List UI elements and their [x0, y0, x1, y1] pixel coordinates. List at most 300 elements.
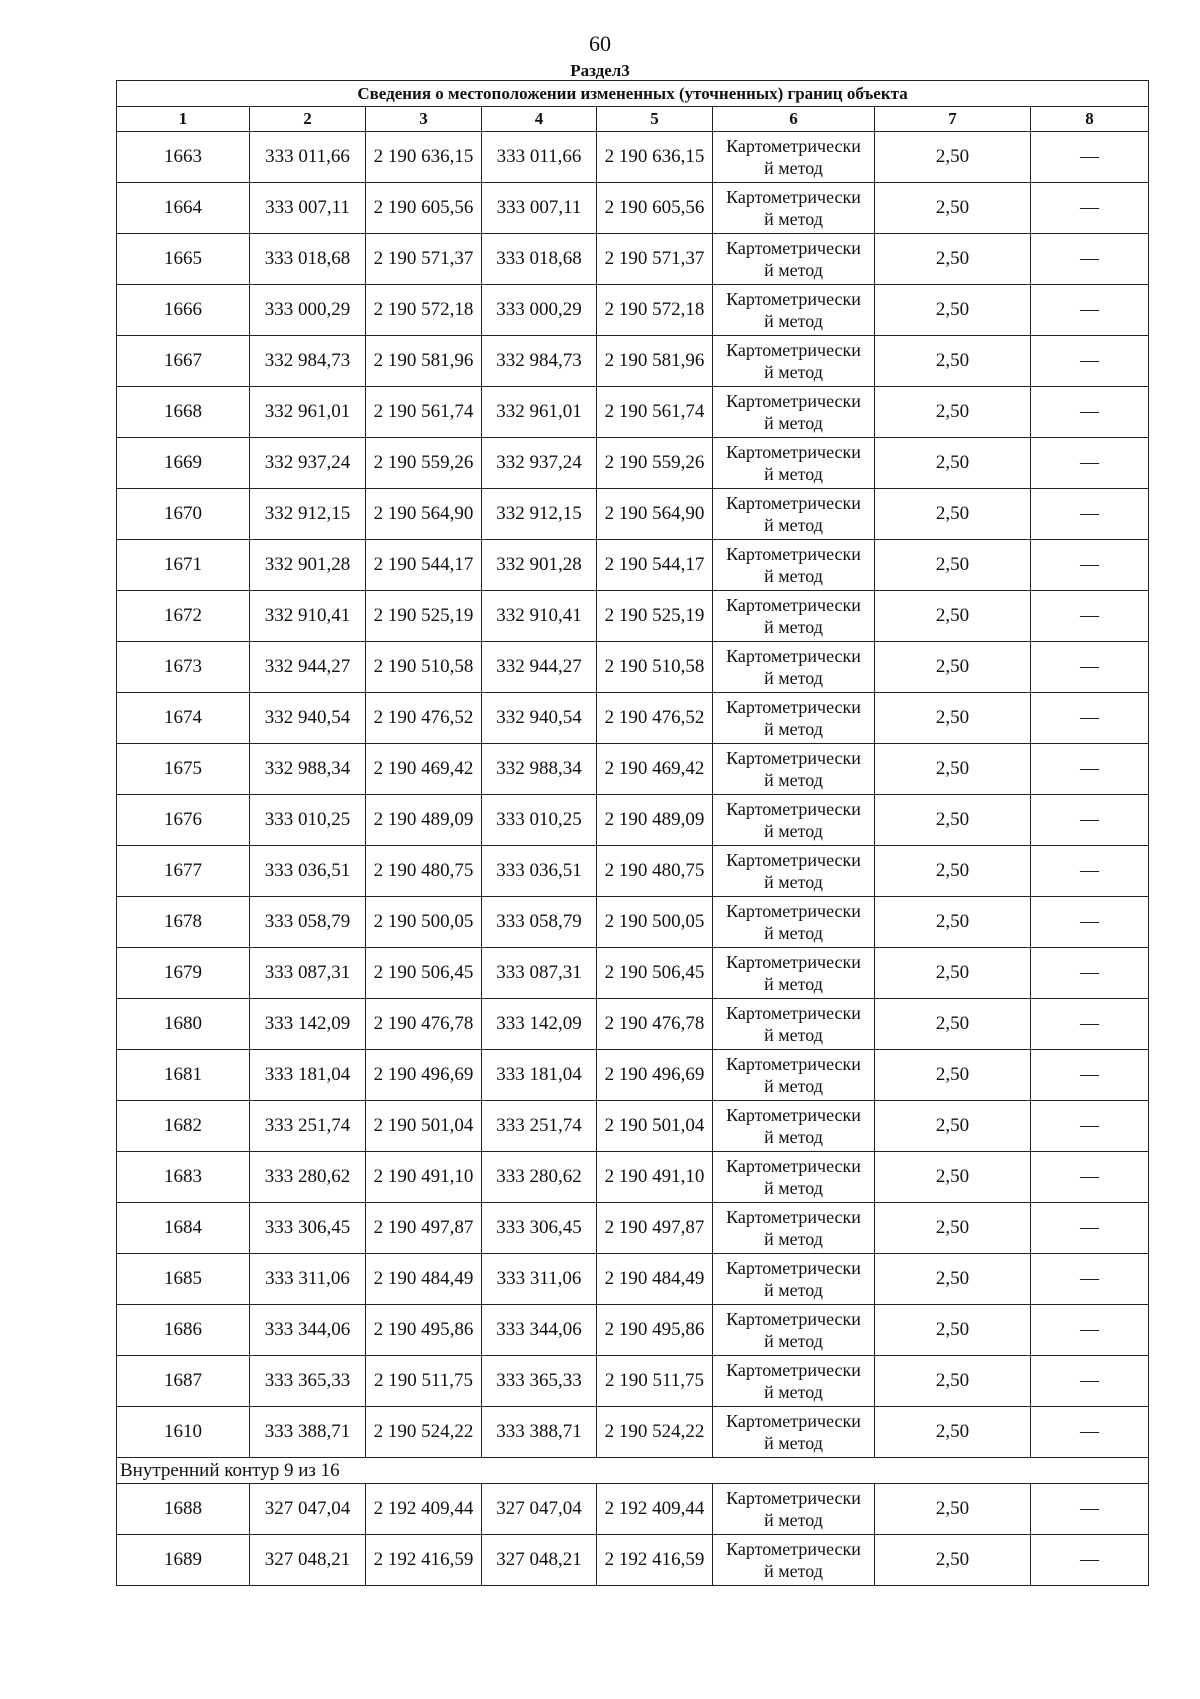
description-cell: —: [1031, 1356, 1149, 1407]
x-old-cell: 332 901,28: [250, 540, 366, 591]
y-new-cell: 2 190 497,87: [597, 1203, 713, 1254]
description-cell: —: [1031, 1152, 1149, 1203]
accuracy-cell: 2,50: [875, 234, 1031, 285]
table-row: [117, 642, 1149, 693]
description-cell: —: [1031, 1050, 1149, 1101]
y-old-cell: 2 190 524,22: [366, 1407, 482, 1458]
method-text-line1: Картометрически: [726, 1539, 861, 1559]
table-row: [117, 336, 1149, 387]
method-text-line2: й метод: [764, 1178, 823, 1198]
y-new-cell: 2 190 476,78: [597, 999, 713, 1050]
method-text-line1: Картометрически: [726, 1207, 861, 1227]
y-old-cell: 2 190 605,56: [366, 183, 482, 234]
description-cell: —: [1031, 999, 1149, 1050]
description-cell: —: [1031, 1484, 1149, 1535]
accuracy-cell: 2,50: [875, 387, 1031, 438]
accuracy-cell: 2,50: [875, 1484, 1031, 1535]
method-text-line1: Картометрически: [726, 1258, 861, 1278]
method-text-line2: й метод: [764, 1561, 823, 1581]
method-text-line1: Картометрически: [726, 646, 861, 666]
method-cell: [713, 642, 875, 693]
table-row: [117, 591, 1149, 642]
method-text-line1: Картометрически: [726, 340, 861, 360]
y-old-cell: 2 190 525,19: [366, 591, 482, 642]
y-old-cell: 2 190 484,49: [366, 1254, 482, 1305]
method-cell: [713, 1152, 875, 1203]
x-new-cell: 333 388,71: [482, 1407, 597, 1458]
point-number-cell: 1688: [117, 1484, 250, 1535]
y-new-cell: 2 190 506,45: [597, 948, 713, 999]
y-old-cell: 2 192 416,59: [366, 1535, 482, 1586]
x-old-cell: 333 036,51: [250, 846, 366, 897]
x-old-cell: 332 988,34: [250, 744, 366, 795]
accuracy-cell: 2,50: [875, 1254, 1031, 1305]
x-new-cell: 332 984,73: [482, 336, 597, 387]
y-old-cell: 2 190 506,45: [366, 948, 482, 999]
method-text-line1: Картометрически: [726, 748, 861, 768]
accuracy-cell: 2,50: [875, 336, 1031, 387]
method-cell: [713, 693, 875, 744]
point-number-cell: 1684: [117, 1203, 250, 1254]
x-new-cell: 332 901,28: [482, 540, 597, 591]
y-new-cell: 2 190 484,49: [597, 1254, 713, 1305]
method-text-line1: Картометрически: [726, 1488, 861, 1508]
section-label: Раздел3: [570, 61, 630, 80]
x-old-cell: 333 000,29: [250, 285, 366, 336]
y-old-cell: 2 190 476,52: [366, 693, 482, 744]
x-old-cell: 333 010,25: [250, 795, 366, 846]
accuracy-cell: 2,50: [875, 1305, 1031, 1356]
y-new-cell: 2 190 571,37: [597, 234, 713, 285]
description-cell: —: [1031, 1407, 1149, 1458]
table-row: [117, 846, 1149, 897]
accuracy-cell: 2,50: [875, 846, 1031, 897]
method-cell: [713, 1535, 875, 1586]
accuracy-cell: 2,50: [875, 1101, 1031, 1152]
y-old-cell: 2 190 500,05: [366, 897, 482, 948]
accuracy-cell: 2,50: [875, 591, 1031, 642]
point-number-cell: 1610: [117, 1407, 250, 1458]
column-number: 4: [482, 107, 597, 132]
x-new-cell: 332 988,34: [482, 744, 597, 795]
table-row: [117, 1305, 1149, 1356]
method-text-line2: й метод: [764, 974, 823, 994]
y-new-cell: 2 190 561,74: [597, 387, 713, 438]
accuracy-cell: 2,50: [875, 540, 1031, 591]
x-old-cell: 333 007,11: [250, 183, 366, 234]
accuracy-cell: 2,50: [875, 1050, 1031, 1101]
method-text-line1: Картометрически: [726, 952, 861, 972]
method-text-line1: Картометрически: [726, 289, 861, 309]
y-new-cell: 2 190 496,69: [597, 1050, 713, 1101]
method-text-line1: Картометрически: [726, 391, 861, 411]
description-cell: —: [1031, 336, 1149, 387]
method-cell: [713, 999, 875, 1050]
method-text-line1: Картометрически: [726, 901, 861, 921]
description-cell: —: [1031, 285, 1149, 336]
method-text-line1: Картометрически: [726, 1309, 861, 1329]
table-row: [117, 183, 1149, 234]
point-number-cell: 1665: [117, 234, 250, 285]
x-new-cell: 333 280,62: [482, 1152, 597, 1203]
point-number-cell: 1676: [117, 795, 250, 846]
method-cell: [713, 744, 875, 795]
description-cell: —: [1031, 489, 1149, 540]
y-new-cell: 2 190 501,04: [597, 1101, 713, 1152]
x-new-cell: 333 058,79: [482, 897, 597, 948]
point-number-cell: 1682: [117, 1101, 250, 1152]
method-text-line1: Картометрически: [726, 1054, 861, 1074]
x-old-cell: 332 940,54: [250, 693, 366, 744]
y-new-cell: 2 190 525,19: [597, 591, 713, 642]
x-new-cell: 333 000,29: [482, 285, 597, 336]
y-new-cell: 2 190 480,75: [597, 846, 713, 897]
method-text-line2: й метод: [764, 1127, 823, 1147]
x-new-cell: 327 047,04: [482, 1484, 597, 1535]
point-number-cell: 1678: [117, 897, 250, 948]
point-number-cell: 1681: [117, 1050, 250, 1101]
column-number-row: [117, 107, 1149, 132]
y-old-cell: 2 190 497,87: [366, 1203, 482, 1254]
method-cell: [713, 438, 875, 489]
method-text-line2: й метод: [764, 566, 823, 586]
method-text-line2: й метод: [764, 668, 823, 688]
table-row: [117, 1254, 1149, 1305]
point-number-cell: 1685: [117, 1254, 250, 1305]
y-new-cell: 2 190 510,58: [597, 642, 713, 693]
method-text-line1: Картометрически: [726, 595, 861, 615]
y-new-cell: 2 192 416,59: [597, 1535, 713, 1586]
point-number-cell: 1677: [117, 846, 250, 897]
accuracy-cell: 2,50: [875, 999, 1031, 1050]
method-text-line1: Картометрически: [726, 136, 861, 156]
description-cell: —: [1031, 438, 1149, 489]
method-text-line2: й метод: [764, 311, 823, 331]
table-row: [117, 1101, 1149, 1152]
accuracy-cell: 2,50: [875, 948, 1031, 999]
table-body-inner-contour: [117, 1484, 1149, 1586]
accuracy-cell: 2,50: [875, 693, 1031, 744]
table-row: [117, 1152, 1149, 1203]
method-text-line2: й метод: [764, 1280, 823, 1300]
description-cell: —: [1031, 846, 1149, 897]
table-row: [117, 897, 1149, 948]
method-cell: [713, 285, 875, 336]
y-new-cell: 2 190 605,56: [597, 183, 713, 234]
accuracy-cell: 2,50: [875, 897, 1031, 948]
table-row: [117, 693, 1149, 744]
method-text-line2: й метод: [764, 617, 823, 637]
x-old-cell: 333 251,74: [250, 1101, 366, 1152]
description-cell: —: [1031, 1254, 1149, 1305]
method-text-line1: Картометрически: [726, 1156, 861, 1176]
x-new-cell: 332 940,54: [482, 693, 597, 744]
method-cell: [713, 234, 875, 285]
x-old-cell: 333 011,66: [250, 132, 366, 183]
description-cell: —: [1031, 387, 1149, 438]
x-old-cell: 332 961,01: [250, 387, 366, 438]
x-old-cell: 333 388,71: [250, 1407, 366, 1458]
y-old-cell: 2 190 510,58: [366, 642, 482, 693]
y-new-cell: 2 190 500,05: [597, 897, 713, 948]
method-text-line2: й метод: [764, 1510, 823, 1530]
method-cell: [713, 948, 875, 999]
y-old-cell: 2 190 581,96: [366, 336, 482, 387]
method-cell: [713, 1101, 875, 1152]
point-number-cell: 1679: [117, 948, 250, 999]
method-text-line2: й метод: [764, 1331, 823, 1351]
table-row: [117, 1050, 1149, 1101]
point-number-cell: 1671: [117, 540, 250, 591]
description-cell: —: [1031, 234, 1149, 285]
method-cell: [713, 183, 875, 234]
x-new-cell: 333 181,04: [482, 1050, 597, 1101]
x-new-cell: 332 961,01: [482, 387, 597, 438]
method-text-line1: Картометрически: [726, 697, 861, 717]
method-cell: [713, 1484, 875, 1535]
point-number-cell: 1687: [117, 1356, 250, 1407]
method-text-line2: й метод: [764, 1433, 823, 1453]
method-cell: [713, 387, 875, 438]
table-row: [117, 999, 1149, 1050]
point-number-cell: 1674: [117, 693, 250, 744]
y-new-cell: 2 190 572,18: [597, 285, 713, 336]
y-old-cell: 2 190 544,17: [366, 540, 482, 591]
description-cell: —: [1031, 183, 1149, 234]
x-new-cell: 332 937,24: [482, 438, 597, 489]
method-text-line2: й метод: [764, 1382, 823, 1402]
x-new-cell: 333 007,11: [482, 183, 597, 234]
description-cell: —: [1031, 693, 1149, 744]
x-old-cell: 332 944,27: [250, 642, 366, 693]
y-old-cell: 2 190 476,78: [366, 999, 482, 1050]
point-number-cell: 1673: [117, 642, 250, 693]
accuracy-cell: 2,50: [875, 1203, 1031, 1254]
method-cell: [713, 897, 875, 948]
description-cell: —: [1031, 948, 1149, 999]
method-text-line1: Картометрически: [726, 187, 861, 207]
x-new-cell: 333 251,74: [482, 1101, 597, 1152]
method-text-line1: Картометрически: [726, 1003, 861, 1023]
table-row: [117, 744, 1149, 795]
x-new-cell: 327 048,21: [482, 1535, 597, 1586]
point-number-cell: 1689: [117, 1535, 250, 1586]
x-new-cell: 332 910,41: [482, 591, 597, 642]
column-number: 5: [597, 107, 713, 132]
method-text-line2: й метод: [764, 362, 823, 382]
method-cell: [713, 336, 875, 387]
method-text-line1: Картометрически: [726, 1360, 861, 1380]
table-row: [117, 540, 1149, 591]
method-cell: [713, 591, 875, 642]
table-row: [117, 1484, 1149, 1535]
method-text-line1: Картометрически: [726, 238, 861, 258]
table-body-main-contour: [117, 132, 1149, 1458]
table-row: [117, 387, 1149, 438]
x-new-cell: 332 944,27: [482, 642, 597, 693]
column-number: 8: [1031, 107, 1149, 132]
y-new-cell: 2 190 469,42: [597, 744, 713, 795]
table-row: [117, 234, 1149, 285]
y-new-cell: 2 190 524,22: [597, 1407, 713, 1458]
method-cell: [713, 132, 875, 183]
table-row: [117, 948, 1149, 999]
y-old-cell: 2 190 572,18: [366, 285, 482, 336]
x-old-cell: 332 912,15: [250, 489, 366, 540]
boundary-coordinates-table: [116, 80, 1149, 1586]
y-new-cell: 2 190 491,10: [597, 1152, 713, 1203]
y-new-cell: 2 190 511,75: [597, 1356, 713, 1407]
accuracy-cell: 2,50: [875, 438, 1031, 489]
method-text-line2: й метод: [764, 209, 823, 229]
x-new-cell: 333 344,06: [482, 1305, 597, 1356]
y-old-cell: 2 190 636,15: [366, 132, 482, 183]
y-old-cell: 2 192 409,44: [366, 1484, 482, 1535]
method-text-line2: й метод: [764, 821, 823, 841]
point-number-cell: 1672: [117, 591, 250, 642]
method-cell: [713, 846, 875, 897]
y-new-cell: 2 190 476,52: [597, 693, 713, 744]
x-old-cell: 332 937,24: [250, 438, 366, 489]
table-caption-row: [117, 81, 1149, 107]
y-old-cell: 2 190 501,04: [366, 1101, 482, 1152]
y-old-cell: 2 190 511,75: [366, 1356, 482, 1407]
method-text-line2: й метод: [764, 1025, 823, 1045]
table-row: [117, 132, 1149, 183]
x-old-cell: 332 910,41: [250, 591, 366, 642]
x-old-cell: 333 306,45: [250, 1203, 366, 1254]
point-number-cell: 1675: [117, 744, 250, 795]
x-old-cell: 333 058,79: [250, 897, 366, 948]
point-number-cell: 1663: [117, 132, 250, 183]
accuracy-cell: 2,50: [875, 795, 1031, 846]
y-new-cell: 2 190 636,15: [597, 132, 713, 183]
x-new-cell: 333 306,45: [482, 1203, 597, 1254]
table-row: [117, 438, 1149, 489]
method-text-line1: Картометрически: [726, 544, 861, 564]
method-cell: [713, 1305, 875, 1356]
x-new-cell: 333 011,66: [482, 132, 597, 183]
y-old-cell: 2 190 469,42: [366, 744, 482, 795]
description-cell: —: [1031, 540, 1149, 591]
method-text-line1: Картометрически: [726, 1105, 861, 1125]
point-number-cell: 1666: [117, 285, 250, 336]
y-old-cell: 2 190 559,26: [366, 438, 482, 489]
column-number: 6: [713, 107, 875, 132]
method-text-line1: Картометрически: [726, 799, 861, 819]
accuracy-cell: 2,50: [875, 1407, 1031, 1458]
y-old-cell: 2 190 480,75: [366, 846, 482, 897]
x-new-cell: 333 311,06: [482, 1254, 597, 1305]
accuracy-cell: 2,50: [875, 1356, 1031, 1407]
table-row: [117, 1407, 1149, 1458]
accuracy-cell: 2,50: [875, 489, 1031, 540]
description-cell: —: [1031, 1203, 1149, 1254]
point-number-cell: 1669: [117, 438, 250, 489]
method-text-line2: й метод: [764, 770, 823, 790]
method-cell: [713, 489, 875, 540]
table-row: [117, 1203, 1149, 1254]
x-old-cell: 333 142,09: [250, 999, 366, 1050]
method-text-line2: й метод: [764, 1229, 823, 1249]
table-row: [117, 1356, 1149, 1407]
x-old-cell: 333 280,62: [250, 1152, 366, 1203]
description-cell: —: [1031, 1305, 1149, 1356]
description-cell: —: [1031, 1101, 1149, 1152]
x-new-cell: 332 912,15: [482, 489, 597, 540]
accuracy-cell: 2,50: [875, 132, 1031, 183]
x-new-cell: 333 010,25: [482, 795, 597, 846]
column-number: 3: [366, 107, 482, 132]
method-text-line2: й метод: [764, 1076, 823, 1096]
x-new-cell: 333 018,68: [482, 234, 597, 285]
method-cell: [713, 1203, 875, 1254]
x-old-cell: 333 311,06: [250, 1254, 366, 1305]
x-old-cell: 332 984,73: [250, 336, 366, 387]
point-number-cell: 1667: [117, 336, 250, 387]
y-old-cell: 2 190 489,09: [366, 795, 482, 846]
contour-label: Внутренний контур 9 из 16: [117, 1458, 1149, 1484]
description-cell: —: [1031, 744, 1149, 795]
accuracy-cell: 2,50: [875, 1152, 1031, 1203]
column-number: 1: [117, 107, 250, 132]
x-old-cell: 333 018,68: [250, 234, 366, 285]
method-text-line1: Картометрически: [726, 850, 861, 870]
x-new-cell: 333 087,31: [482, 948, 597, 999]
table-row: [117, 1535, 1149, 1586]
method-text-line2: й метод: [764, 158, 823, 178]
y-new-cell: 2 190 559,26: [597, 438, 713, 489]
method-cell: [713, 1050, 875, 1101]
point-number-cell: 1668: [117, 387, 250, 438]
x-old-cell: 327 048,21: [250, 1535, 366, 1586]
x-new-cell: 333 142,09: [482, 999, 597, 1050]
x-old-cell: 333 344,06: [250, 1305, 366, 1356]
point-number-cell: 1683: [117, 1152, 250, 1203]
method-cell: [713, 540, 875, 591]
x-old-cell: 333 087,31: [250, 948, 366, 999]
accuracy-cell: 2,50: [875, 642, 1031, 693]
accuracy-cell: 2,50: [875, 183, 1031, 234]
y-new-cell: 2 190 564,90: [597, 489, 713, 540]
x-old-cell: 333 365,33: [250, 1356, 366, 1407]
table-row: [117, 285, 1149, 336]
y-old-cell: 2 190 571,37: [366, 234, 482, 285]
method-cell: [713, 1254, 875, 1305]
description-cell: —: [1031, 1535, 1149, 1586]
method-text-line1: Картометрически: [726, 1411, 861, 1431]
method-text-line2: й метод: [764, 719, 823, 739]
y-old-cell: 2 190 496,69: [366, 1050, 482, 1101]
page-number: 60: [589, 31, 611, 56]
column-number: 2: [250, 107, 366, 132]
y-old-cell: 2 190 561,74: [366, 387, 482, 438]
table-row: [117, 795, 1149, 846]
method-cell: [713, 1356, 875, 1407]
method-text-line2: й метод: [764, 923, 823, 943]
x-new-cell: 333 036,51: [482, 846, 597, 897]
description-cell: —: [1031, 795, 1149, 846]
description-cell: —: [1031, 642, 1149, 693]
method-cell: [713, 795, 875, 846]
y-new-cell: 2 190 489,09: [597, 795, 713, 846]
y-new-cell: 2 192 409,44: [597, 1484, 713, 1535]
method-text-line1: Картометрически: [726, 442, 861, 462]
contour-label-row: [117, 1458, 1149, 1484]
accuracy-cell: 2,50: [875, 1535, 1031, 1586]
accuracy-cell: 2,50: [875, 285, 1031, 336]
y-old-cell: 2 190 564,90: [366, 489, 482, 540]
